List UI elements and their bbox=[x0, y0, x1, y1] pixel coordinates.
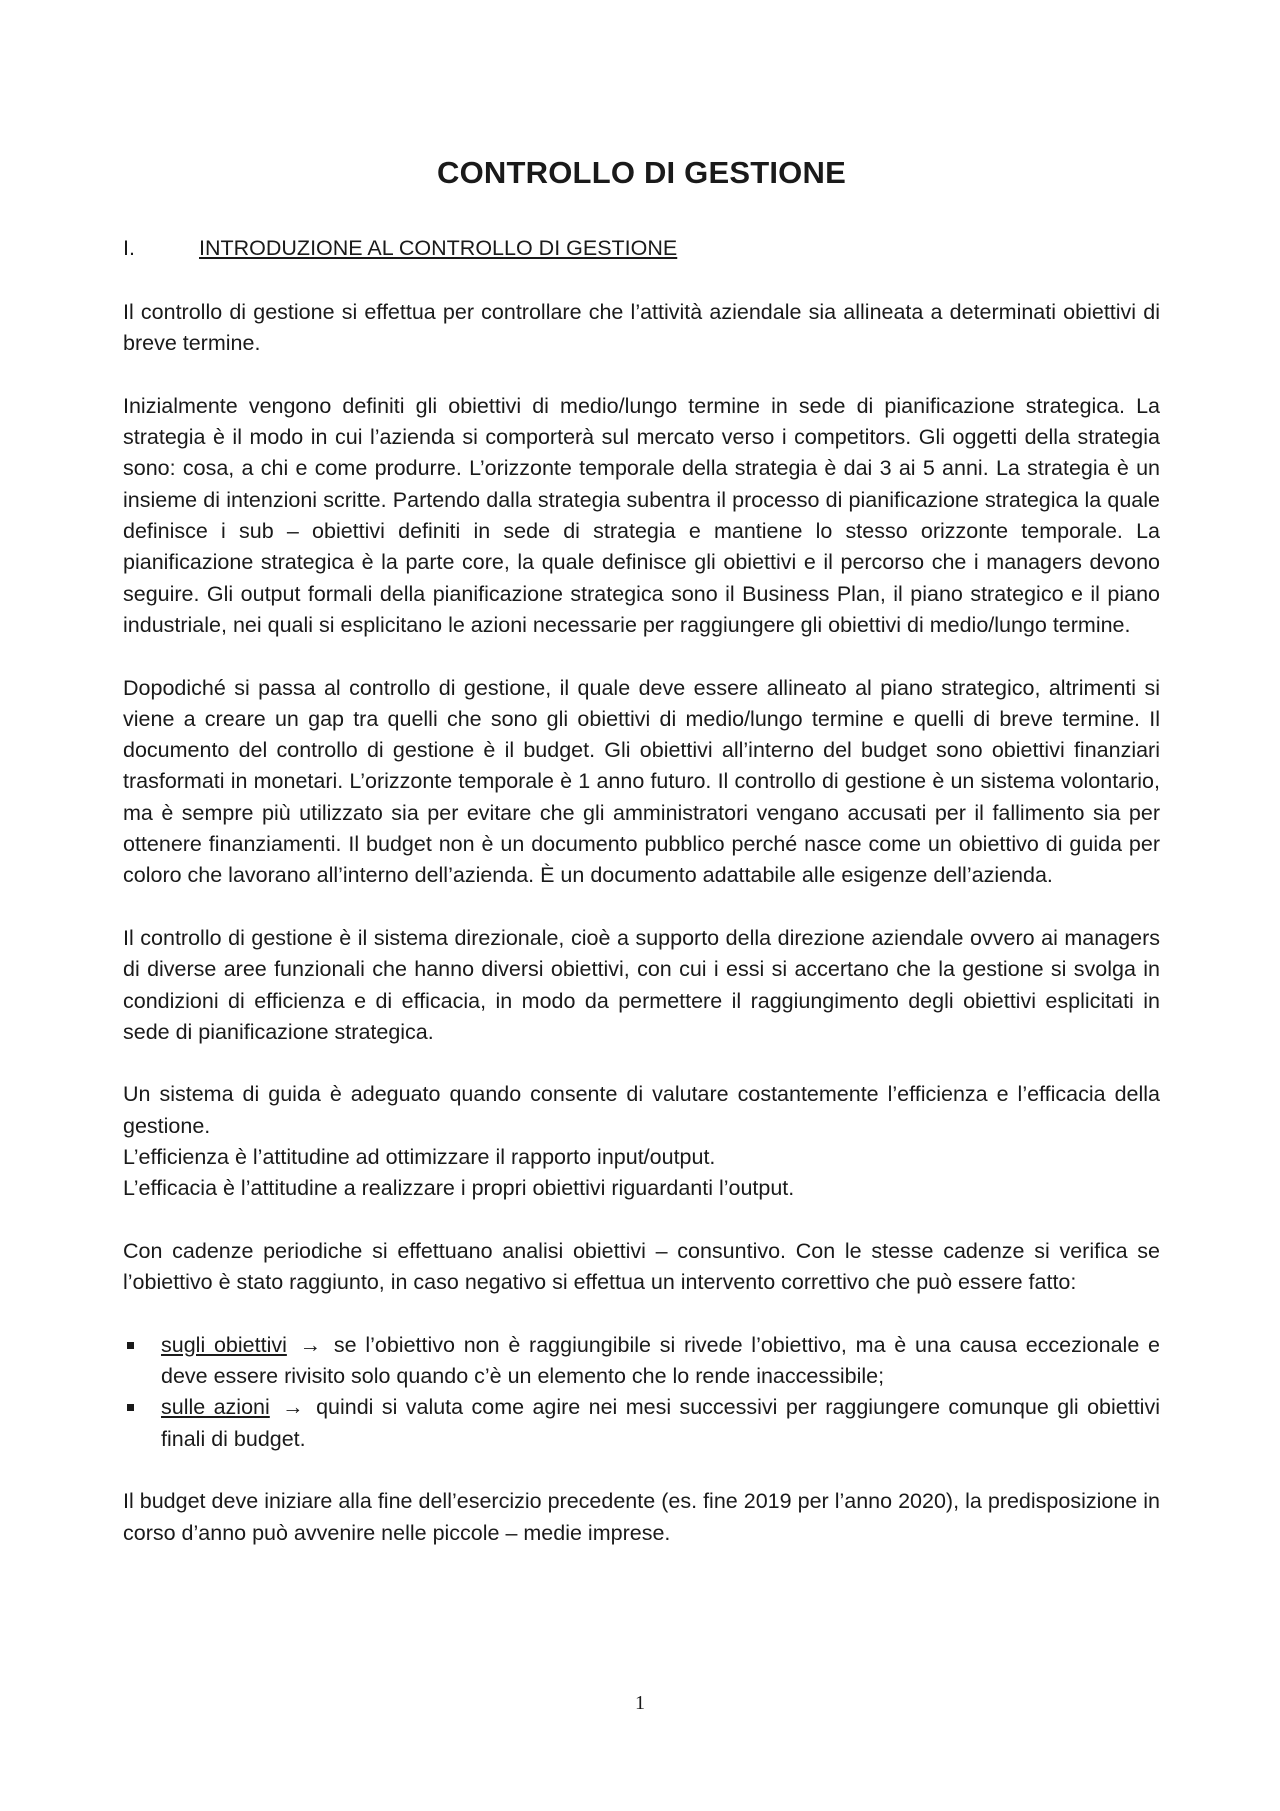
arrow-right-icon: → bbox=[299, 1332, 322, 1357]
section-number: I. bbox=[123, 236, 135, 260]
paragraph-guide: Un sistema di guida è adeguato quando consente di valutare costantemente l’efficienza e l’efficacia della gestione. bbox=[123, 1082, 1160, 1138]
corrective-actions-list bbox=[123, 1330, 1160, 1455]
paragraph-cadence: Con cadenze periodiche si effettuano analisi obiettivi – consuntivo. Con le stesse cadenze si verifica se l’obiettivo è stato raggiunto, in caso negativo si effettua un intervento correttivo che può essere fatto: bbox=[123, 1238, 1160, 1295]
section-label: INTRODUZIONE AL CONTROLLO DI GESTIONE bbox=[199, 236, 678, 260]
list-item bbox=[123, 1330, 1160, 1393]
paragraph-budget: Dopodiché si passa al controllo di gestione, il quale deve essere allineato al piano strategico, altrimenti si viene a creare un gap tra quelli che sono gli obiettivi di medio/lungo termine e quelli di breve termine. Il documento del controllo di gestione è il budget. Gli obiettivi all’interno del budget sono obiettivi finanziari trasformati in monetari. L’orizzonte temporale è 1 anno futuro. Il controllo di gestione è un sistema volontario, ma è sempre più utilizzato sia per evitare che gli amministratori vengano accusati per il fallimento sia per ottenere finanziamenti. Il budget non è un documento pubblico perché nasce come un obiettivo di guida per coloro che lavorano all’interno dell’azienda. È un documento adattabile alle esigenze dell’azienda. bbox=[123, 675, 1160, 888]
square-bullet-icon bbox=[127, 1404, 134, 1411]
bullet-text: quindi si valuta come agire nei mesi successivi per raggiungere comunque gli obiettivi finali di budget. bbox=[161, 1395, 1160, 1451]
efficiency-line: L’efficienza è l’attitudine ad ottimizzare il rapporto input/output. bbox=[123, 1145, 716, 1170]
paragraph-intro: Il controllo di gestione si effettua per controllare che l’attività aziendale sia allineata a determinati obiettivi di breve termine. bbox=[123, 300, 1160, 356]
bullet-text: se l’obiettivo non è raggiungibile si rivede l’obiettivo, ma è una causa eccezionale e deve essere rivisito solo quando c’è un elemento che lo rende inaccessibile; bbox=[161, 1332, 1160, 1389]
paragraph-final: Il budget deve iniziare alla fine dell’esercizio precedente (es. fine 2019 per l’anno 2020), la predisposizione in corso d’anno può avvenire nelle piccole – medie imprese. bbox=[123, 1489, 1160, 1545]
list-item bbox=[123, 1392, 1160, 1455]
square-bullet-icon bbox=[127, 1342, 134, 1349]
page-title: CONTROLLO DI GESTIONE bbox=[437, 155, 846, 190]
page-number: 1 bbox=[635, 1692, 645, 1714]
arrow-right-icon: → bbox=[282, 1395, 304, 1420]
bullet-term: sulle azioni bbox=[161, 1395, 270, 1420]
paragraph-strategy: Inizialmente vengono definiti gli obiettivi di medio/lungo termine in sede di pianificazione strategica. La strategia è il modo in cui l’azienda si comporterà sul mercato verso i competitors. Gli oggetti della strategia sono: cosa, a chi e come produrre. L’orizzonte temporale della strategia è dai 3 ai 5 anni. La strategia è un insieme di intenzioni scritte. Partendo dalla strategia subentra il processo di pianificazione strategica la quale definisce i sub – obiettivi definiti in sede di strategia e mantiene lo stesso orizzonte temporale. La pianificazione strategica è la parte core, la quale definisce gli obiettivi e il percorso che i managers devono seguire. Gli output formali della pianificazione strategica sono il Business Plan, il piano strategico e il piano industriale, nei quali si esplicitano le azioni necessarie per raggiungere gli obiettivi di medio/lungo termine. bbox=[123, 393, 1160, 637]
body-text bbox=[123, 297, 1160, 1580]
efficacy-line: L’efficacia è l’attitudine a realizzare i propri obiettivi riguardanti l’output. bbox=[123, 1176, 795, 1201]
section-heading bbox=[123, 236, 1160, 261]
paragraph-direction: Il controllo di gestione è il sistema direzionale, cioè a supporto della direzione aziendale ovvero ai managers di diverse aree funzionali che hanno diversi obiettivi, con cui i essi si accertano che la gestione si svolga in condizioni di efficienza e di efficacia, in modo da permettere il raggiungimento degli obiettivi esplicitati in sede di pianificazione strategica. bbox=[123, 925, 1160, 1044]
bullet-term: sugli obiettivi bbox=[161, 1332, 287, 1357]
